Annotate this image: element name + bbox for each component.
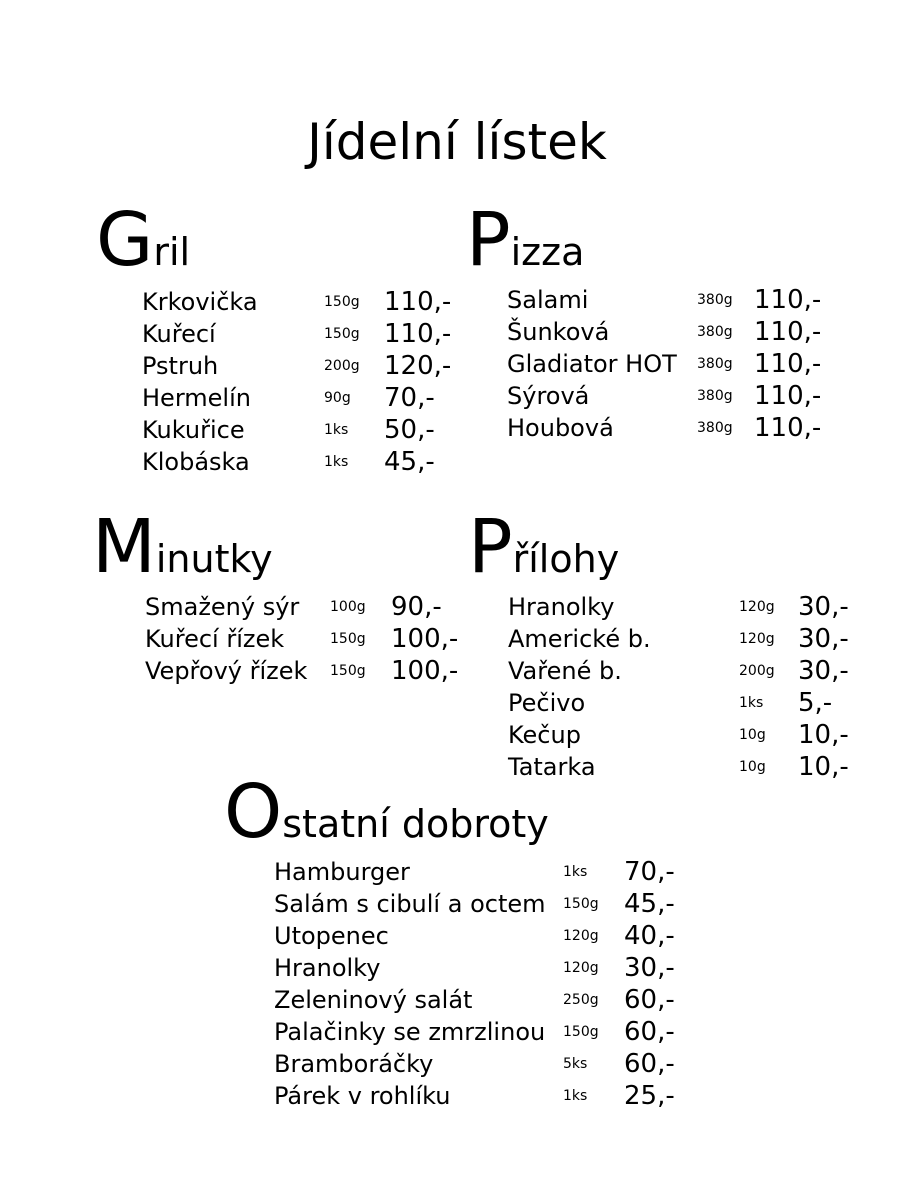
- menu-item-price: 25,-: [624, 1081, 675, 1111]
- menu-item: [142, 446, 435, 478]
- menu-item-price: 110,-: [754, 285, 822, 315]
- menu-item-name: Vepřový řízek: [145, 657, 308, 685]
- menu-item-price: 30,-: [798, 592, 849, 622]
- menu-item-weight: 1ks: [324, 422, 349, 438]
- menu-item: [145, 591, 442, 623]
- menu-item-name: Gladiator HOT: [507, 350, 677, 378]
- section-initial: P: [468, 504, 513, 590]
- menu-item-name: Tatarka: [508, 753, 596, 781]
- menu-item-weight: 100g: [330, 599, 366, 615]
- menu-item-weight: 150g: [563, 896, 599, 912]
- menu-item: [507, 348, 822, 380]
- section-initial: G: [96, 197, 154, 283]
- menu-item-price: 70,-: [624, 857, 675, 887]
- menu-item: [274, 888, 675, 920]
- menu-item-price: 60,-: [624, 985, 675, 1015]
- menu-item: [274, 952, 675, 984]
- menu-item: [145, 655, 459, 687]
- menu-item-name: Krkovička: [142, 288, 258, 316]
- menu-item-weight: 250g: [563, 992, 599, 1008]
- section-heading: [224, 769, 549, 855]
- menu-item-name: Salami: [507, 286, 589, 314]
- menu-item-weight: 120g: [563, 928, 599, 944]
- section-title-rest: statní dobroty: [282, 802, 549, 846]
- menu-item-name: Zeleninový salát: [274, 986, 473, 1014]
- menu-item-weight: 120g: [563, 960, 599, 976]
- menu-item: [507, 284, 822, 316]
- section-title-rest: ril: [153, 230, 191, 274]
- menu-item: [274, 984, 675, 1016]
- menu-item-name: Hranolky: [508, 593, 615, 621]
- menu-item-weight: 1ks: [324, 454, 349, 470]
- menu-item-name: Klobáska: [142, 448, 250, 476]
- menu-item-name: Párek v rohlíku: [274, 1082, 451, 1110]
- page-title: Jídelní lístek: [307, 113, 607, 171]
- menu-item-name: Hranolky: [274, 954, 381, 982]
- menu-item-price: 60,-: [624, 1049, 675, 1079]
- menu-item-weight: 10g: [739, 727, 766, 743]
- menu-item-weight: 380g: [697, 292, 733, 308]
- section-heading: [96, 197, 191, 283]
- menu-item-name: Utopenec: [274, 922, 389, 950]
- menu-item-name: Kukuřice: [142, 416, 245, 444]
- section-ostatni-dobroty: [224, 769, 675, 1111]
- menu-item-weight: 380g: [697, 388, 733, 404]
- menu-item-name: Hamburger: [274, 858, 410, 886]
- menu-item-weight: 380g: [697, 420, 733, 436]
- menu-item: [142, 382, 435, 414]
- menu-item-weight: 380g: [697, 356, 733, 372]
- menu-item-price: 90,-: [391, 592, 442, 622]
- menu-item-list: [508, 591, 849, 783]
- menu-item-price: 30,-: [798, 656, 849, 686]
- menu-item: [274, 856, 675, 888]
- menu-item-name: Americké b.: [508, 625, 651, 653]
- menu-item-price: 30,-: [798, 624, 849, 654]
- menu-item: [145, 623, 459, 655]
- menu-item-weight: 1ks: [563, 1088, 588, 1104]
- menu-item-name: Bramboráčky: [274, 1050, 434, 1078]
- menu-item: [508, 591, 849, 623]
- section-prilohy: [468, 504, 849, 782]
- menu-item-weight: 200g: [324, 358, 360, 374]
- menu-item: [274, 920, 675, 952]
- menu-item-price: 40,-: [624, 921, 675, 951]
- menu-item: [274, 1016, 675, 1048]
- menu-item-weight: 150g: [330, 631, 366, 647]
- menu-item-price: 5,-: [798, 688, 833, 718]
- menu-item-name: Palačinky se zmrzlinou: [274, 1018, 546, 1046]
- section-minutky: [92, 504, 459, 686]
- section-initial: M: [92, 504, 156, 590]
- menu-item-name: Kuřecí: [142, 320, 216, 348]
- menu-item-weight: 150g: [324, 326, 360, 342]
- menu-item-weight: 380g: [697, 324, 733, 340]
- menu-item-price: 110,-: [384, 319, 452, 349]
- menu-item-price: 45,-: [384, 447, 435, 477]
- menu-item-price: 10,-: [798, 752, 849, 782]
- menu-item-name: Šunková: [507, 318, 610, 346]
- menu-item-name: Salám s cibulí a octem: [274, 890, 546, 918]
- section-title-rest: izza: [510, 230, 585, 274]
- menu-item-price: 70,-: [384, 383, 435, 413]
- menu-item-weight: 1ks: [739, 695, 764, 711]
- menu-item-name: Pečivo: [508, 689, 586, 717]
- menu-item-name: Kečup: [508, 721, 581, 749]
- menu-item: [274, 1048, 675, 1080]
- menu-item: [507, 380, 822, 412]
- menu-item-name: Pstruh: [142, 352, 219, 380]
- menu-item: [507, 316, 822, 348]
- menu-item-list: [274, 856, 675, 1112]
- section-title-rest: inutky: [155, 537, 273, 581]
- section-heading: [466, 197, 585, 283]
- section-heading: [468, 504, 620, 590]
- menu-item-weight: 10g: [739, 759, 766, 775]
- menu-item-price: 110,-: [754, 381, 822, 411]
- menu-item-weight: 200g: [739, 663, 775, 679]
- menu-item: [274, 1080, 675, 1112]
- menu-item-price: 100,-: [391, 656, 459, 686]
- menu-item: [508, 687, 833, 719]
- menu-item-price: 120,-: [384, 351, 452, 381]
- menu-item-price: 110,-: [754, 349, 822, 379]
- menu-item-price: 50,-: [384, 415, 435, 445]
- section-title-rest: řílohy: [512, 537, 620, 581]
- menu-item-weight: 150g: [563, 1024, 599, 1040]
- section-initial: O: [224, 769, 283, 855]
- menu-item: [508, 719, 849, 751]
- menu-item-name: Kuřecí řízek: [145, 625, 285, 653]
- menu-item-name: Smažený sýr: [145, 593, 300, 621]
- menu-item-price: 110,-: [754, 413, 822, 443]
- menu-item: [142, 414, 435, 446]
- menu-item-weight: 150g: [324, 294, 360, 310]
- menu-item-price: 110,-: [754, 317, 822, 347]
- menu-item-name: Sýrová: [507, 382, 590, 410]
- menu-item-price: 110,-: [384, 287, 452, 317]
- menu-item-list: [142, 286, 452, 478]
- menu-item-weight: 5ks: [563, 1056, 588, 1072]
- menu-item-price: 100,-: [391, 624, 459, 654]
- menu-item: [508, 623, 849, 655]
- menu-item-weight: 120g: [739, 599, 775, 615]
- menu-item-name: Vařené b.: [508, 657, 622, 685]
- section-gril: [96, 197, 452, 477]
- menu-item: [142, 318, 452, 350]
- menu-item-price: 30,-: [624, 953, 675, 983]
- menu-item: [508, 655, 849, 687]
- menu-item-name: Hermelín: [142, 384, 251, 412]
- menu-item: [142, 350, 452, 382]
- menu-item-price: 60,-: [624, 1017, 675, 1047]
- menu-item-price: 45,-: [624, 889, 675, 919]
- menu-item-price: 10,-: [798, 720, 849, 750]
- menu-item-weight: 120g: [739, 631, 775, 647]
- menu-item-weight: 1ks: [563, 864, 588, 880]
- menu-item: [507, 412, 822, 444]
- menu-item-list: [507, 284, 822, 444]
- menu-item: [142, 286, 452, 318]
- section-heading: [92, 504, 273, 590]
- section-pizza: [466, 197, 822, 443]
- menu-item-name: Houbová: [507, 414, 614, 442]
- menu-item-weight: 150g: [330, 663, 366, 679]
- section-initial: P: [466, 197, 511, 283]
- menu-item-weight: 90g: [324, 390, 351, 406]
- menu-item-list: [145, 591, 459, 687]
